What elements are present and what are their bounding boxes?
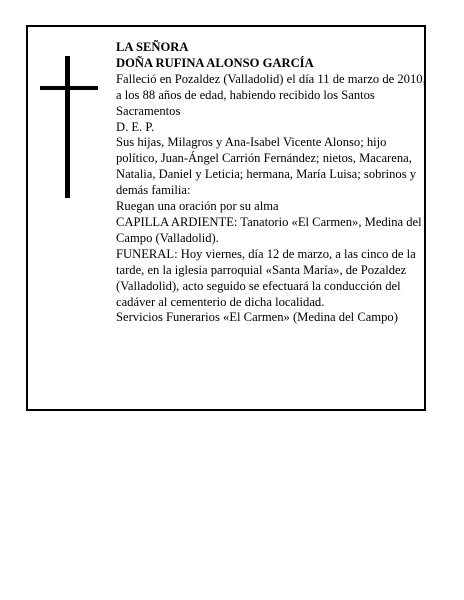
cross-horizontal-bar [40, 86, 98, 90]
obituary-notice [26, 25, 426, 411]
cross-icon [40, 56, 98, 198]
cross-vertical-bar [65, 56, 70, 198]
rip-abbreviation: D. E. P. [116, 119, 155, 134]
notice-text [116, 40, 426, 326]
notice-heading: LA SEÑORA [116, 40, 189, 54]
funeral-services: Servicios Funerarios «El Carmen» (Medina del Campo) [116, 310, 398, 325]
death-details: Falleció en Pozaldez (Valladolid) el día 11 de marzo de 2010, a los 88 años de edad, habiendo recibido los Santos Sacramentos [116, 71, 426, 118]
funeral-info: FUNERAL: Hoy viernes, día 12 de marzo, a las cinco de la tarde, en la iglesia parroquial «Santa María», de Pozaldez (Valladolid), acto seguido se efectuará la conducción del cadáver al cementerio de dicha localidad. [116, 246, 416, 309]
prayer-request: Ruegan una oración por su alma [116, 199, 279, 214]
deceased-name: DOÑA RUFINA ALONSO GARCÍA [116, 55, 314, 70]
family-members: Sus hijas, Milagros y Ana-Isabel Vicente Alonso; hijo político, Juan-Ángel Carrión Fernández; nietos, Macarena, Natalia, Daniel y Leticia; hermana, María Luisa; sobrinos y demás familia: [116, 135, 417, 198]
chapel-info: CAPILLA ARDIENTE: Tanatorio «El Carmen», Medina del Campo (Valladolid). [116, 214, 422, 245]
